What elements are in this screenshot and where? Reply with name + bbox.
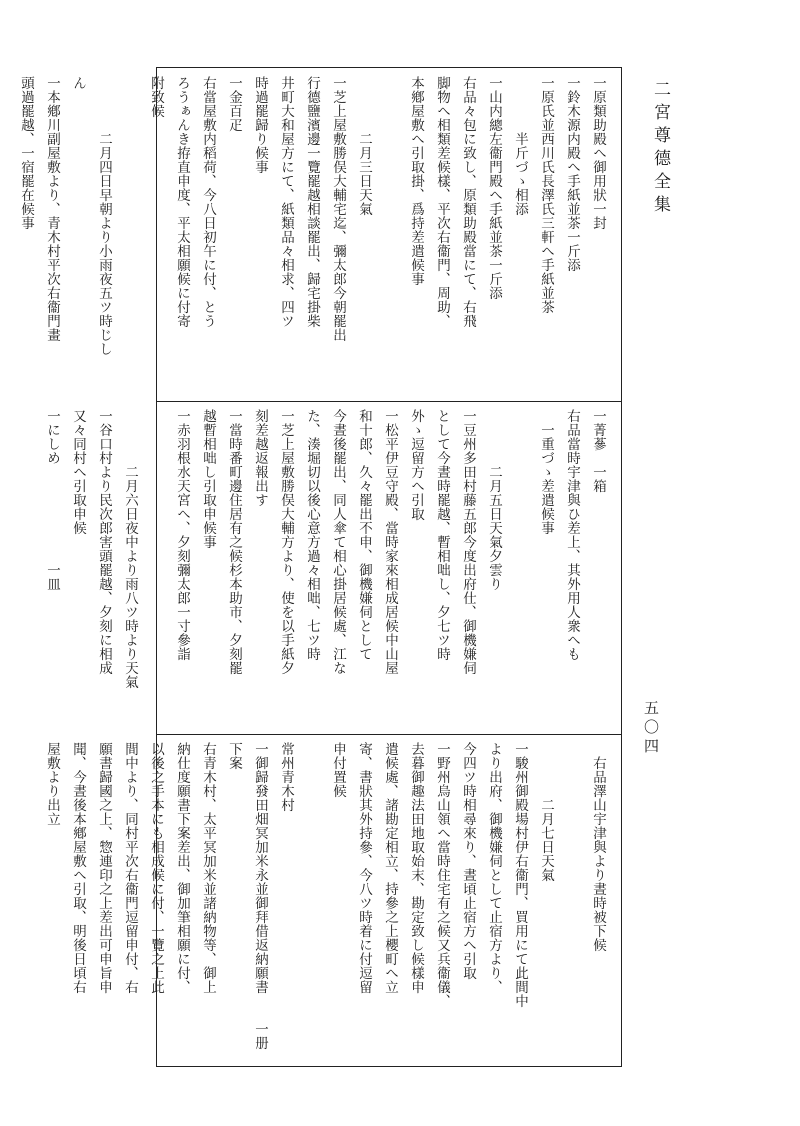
text-column: 右品當時宇津與ひ差上、其外用人衆へも [564,409,580,661]
band-divider-bottom [157,734,621,735]
text-column: 半斤づゝ相添 [512,132,528,216]
text-column: 右青木村、太平冥加米並諸納物等、御上 [200,742,216,994]
text-band-bottom [39,742,611,1060]
text-column: 本鄕屋敷へ引取掛、爲持差遣候事 [408,76,424,286]
text-column: 一野州烏山領へ當時住宅有之候又兵衞儀、 [434,742,450,1008]
text-column: ん [70,76,86,90]
text-column: 附致候 [148,76,164,118]
text-column: 外ゝ逗留方へ引取 [408,409,424,521]
text-column: 一山内總左衞門殿へ手紙並茶一斤添 [486,76,502,300]
running-header-title: 二宮尊德全集 [650,80,670,218]
text-column: 一重づゝ差遣候事 [538,423,554,535]
text-column: 一松平伊豆守殿、當時家來相成居候中山屋 [382,409,398,675]
text-column: 一赤羽根水天宮へ、夕刻彌太郎一寸參詣 [174,409,190,661]
blank-column [117,76,143,394]
text-column: 聞、今晝後本鄕屋敷へ引取、明後日頃右 [70,742,86,994]
blank-column [377,76,403,394]
text-column: 申付置候 [330,742,346,798]
text-column: 井町大和屋方にて、紙類品々相求、四ツ [278,76,294,328]
text-column: 頭過罷越、一宿罷在候事 [18,76,34,230]
text-column: 一當時番町邊住居有之候杉本助市、夕刻罷 [226,409,242,675]
text-band-top [13,76,611,394]
text-column: 一駿州御殿場村伊右衞門、買用にて此間中 [512,742,528,1008]
text-column: 一芝上屋敷勝俣大輔宅迄、彌太郎今朝罷出 [330,76,346,342]
text-column: 一金百疋 [226,76,242,132]
text-column: 遣候處、諸勘定相立、持參之上櫻町へ立 [382,742,398,994]
text-column: 一菁蔘 一箱 [590,409,606,493]
text-column: 又々同村へ引取申候 [70,409,86,535]
text-band-middle [39,409,611,727]
text-column: 右品澤山宇津與より晝時被下候 [590,756,606,952]
text-column: 和十郎、久々罷出不申、御機嫌伺として [356,409,372,661]
text-column: として今晝時罷越、暫相咄し、夕七ツ時 [434,409,450,661]
text-column: 今四ツ時相尋來り、晝頃止宿方へ引取 [460,742,476,980]
page-number: 五〇四 [642,700,660,757]
text-column: 時過罷歸り候事 [252,76,268,174]
text-column: 一谷口村より民次郎害頭罷越、夕刻に相成 [96,409,112,675]
text-column: 常州青木村 [278,742,294,812]
text-column: 刻差越返報出す [252,409,268,507]
text-column: 寄、書狀其外持參、今八ツ時着に付逗留 [356,742,372,994]
text-column: 願書歸國之上、惣連印之上差出可申旨申 [96,742,112,994]
text-column: 納仕度願書下案差出、御加筆相願に付、 [174,742,190,994]
text-column: 脚物へ相類差候樣、平次右衞門、周助、 [434,76,450,328]
text-column: 去暮御趣法田地取始末、勘定致し候樣申 [408,742,424,994]
text-column: 右當屋敷内稻荷、今八日初午に付、とう [200,76,216,328]
text-column: 以後之手本にも相成候に付、一覽之上此 [148,742,164,994]
blank-column [299,742,325,1060]
text-column: 二月四日早朝より小雨夜五ツ時じし [96,132,112,356]
text-column: 一御歸發田畑冥加米永並御拜借返納願書 一册 [252,742,268,1050]
text-column: 一原類助殿へ御用狀一封 [590,76,606,230]
blank-column [143,409,169,727]
text-column: 間中より、同村平次右衞門逗留申付、右 [122,742,138,994]
text-frame [18,67,622,1067]
text-column: 二月五日天氣夕雲り [486,465,502,591]
blank-column [507,409,533,727]
text-column: 右品々包に致し、原類助殿當にて、右飛 [460,76,476,328]
text-column: 二月七日天氣 [538,798,554,882]
text-column: 一本鄕川副屋敷より、青木村平次右衞門畫 [44,76,60,342]
text-column: 今晝後罷出、同人傘て相心掛居候處、江な [330,409,346,675]
text-column: 二月三日天氣 [356,132,372,216]
text-column: 一にしめ 一皿 [44,409,60,591]
text-column: た、湊堀切以後心意方過々相咄、七ツ時 [304,409,320,661]
text-column: 屋敷より出立 [44,742,60,826]
text-column: ろうぁんき拵直申度、平太相願候に付寄 [174,76,190,328]
text-column: 行德鹽濱邊一覽罷越相談罷出、歸宅掛柴 [304,76,320,328]
band-divider-top [157,401,621,402]
blank-column [559,742,585,1060]
text-column: 越暫相咄し引取申候事 [200,409,216,549]
text-column: 一豆州多田村藤五郎今度出府仕、御機嫌伺 [460,409,476,675]
text-column: 一原氏並西川氏長澤氏三軒へ手紙並茶 [538,76,554,314]
text-column: より出府、御機嫌伺として止宿方より、 [486,742,502,994]
text-column: 一鈴木源内殿へ手紙並茶一斤添 [564,76,580,272]
text-column: 下案 [226,742,242,770]
text-column: 二月六日夜中より雨八ツ時より天氣 [122,465,138,689]
text-column: 一芝上屋敷勝俣大輔方より、使を以手紙夕 [278,409,294,675]
